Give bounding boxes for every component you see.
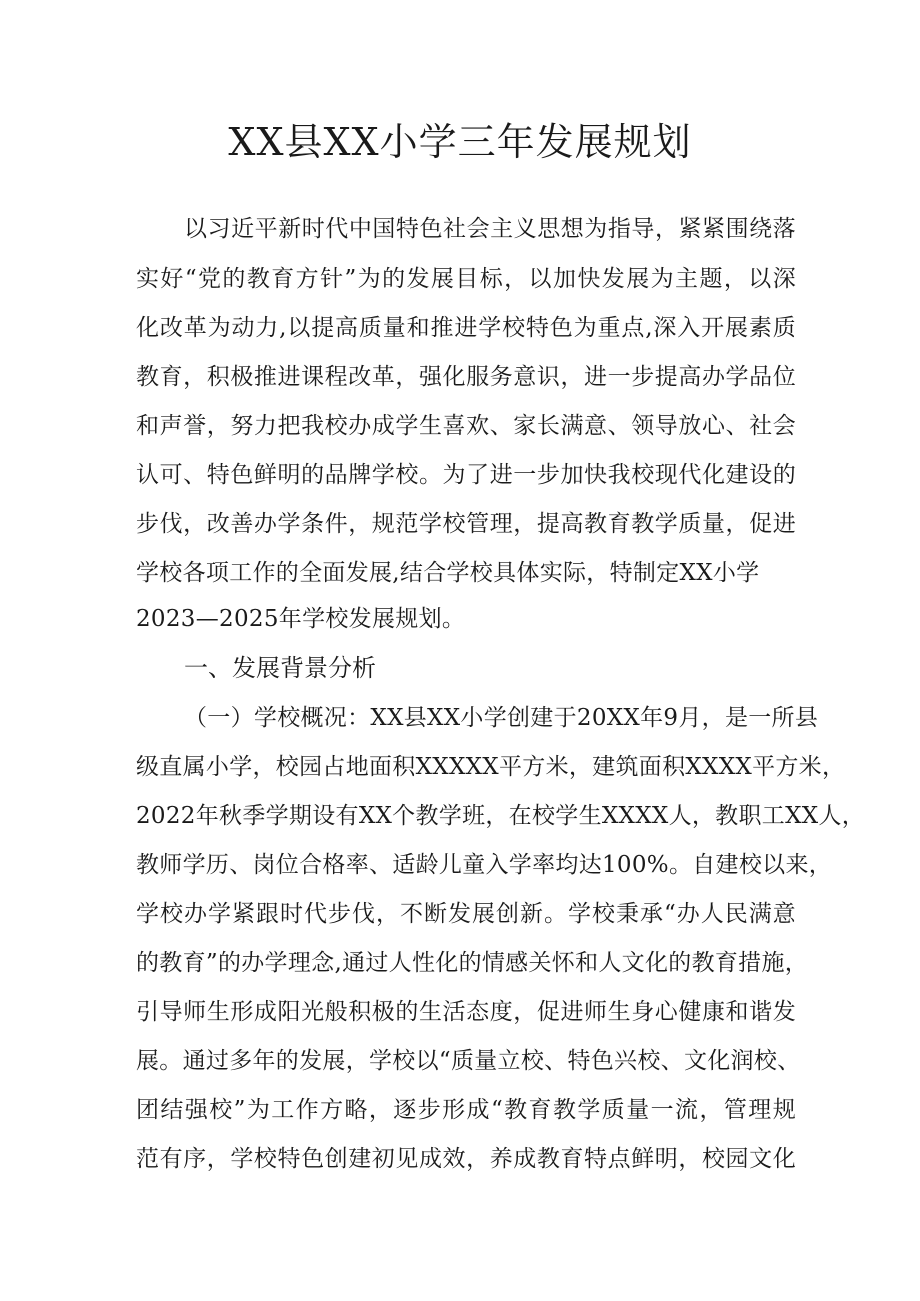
section-line: 引导师生形成阳光般积极的生活态度，促进师生身心健康和谐发 xyxy=(136,999,796,1025)
section-line: 教师学历、岗位合格率、适龄儿童入学率均达100%。自建校以来， xyxy=(136,852,833,878)
intro-line: 步伐，改善办学条件，规范学校管理，提高教育教学质量，促进 xyxy=(136,511,796,537)
section-line: 范有序，学校特色创建初见成效，养成教育特点鲜明，校园文化 xyxy=(136,1146,796,1172)
section-line: 展。通过多年的发展，学校以“质量立校、特色兴校、文化润校、 xyxy=(136,1048,801,1074)
intro-line: 2023—2025年学校发展规划。 xyxy=(136,606,466,632)
intro-line: 实好“党的教育方针”为的发展目标，以加快发展为主题，以深 xyxy=(136,266,796,292)
section-line: 团结强校”为工作方略，逐步形成“教育教学质量一流，管理规 xyxy=(136,1097,796,1123)
intro-line: 教育，积极推进课程改革，强化服务意识，进一步提高办学品位 xyxy=(136,364,796,390)
document-title: XX县XX小学三年发展规划 xyxy=(228,120,692,164)
intro-line: 化改革为动力,以提高质量和推进学校特色为重点,深入开展素质 xyxy=(136,315,796,341)
section-line: 的教育”的办学理念,通过人性化的情感关怀和人文化的教育措施， xyxy=(136,950,809,976)
intro-line: 和声誉，努力把我校办成学生喜欢、家长满意、领导放心、社会 xyxy=(136,413,796,439)
section-line: （一）学校概况：XX县XX小学创建于20XX年9月，是一所县 xyxy=(184,705,819,731)
section-line: 学校办学紧跟时代步伐，不断发展创新。学校秉承“办人民满意 xyxy=(136,901,796,927)
intro-line: 以习近平新时代中国特色社会主义思想为指导，紧紧围绕落 xyxy=(184,216,796,242)
intro-line: 认可、特色鲜明的品牌学校。为了进一步加快我校现代化建设的 xyxy=(136,462,796,488)
section-heading: 一、发展背景分析 xyxy=(184,654,376,682)
intro-line: 学校各项工作的全面发展,结合学校具体实际，特制定XX小学 xyxy=(136,560,760,586)
section-line: 级直属小学，校园占地面积XXXXX平方米，建筑面积XXXX平方米， xyxy=(136,754,846,780)
section-line: 2022年秋季学期设有XX个教学班，在校学生XXXX人，教职工XX人， xyxy=(136,803,866,829)
